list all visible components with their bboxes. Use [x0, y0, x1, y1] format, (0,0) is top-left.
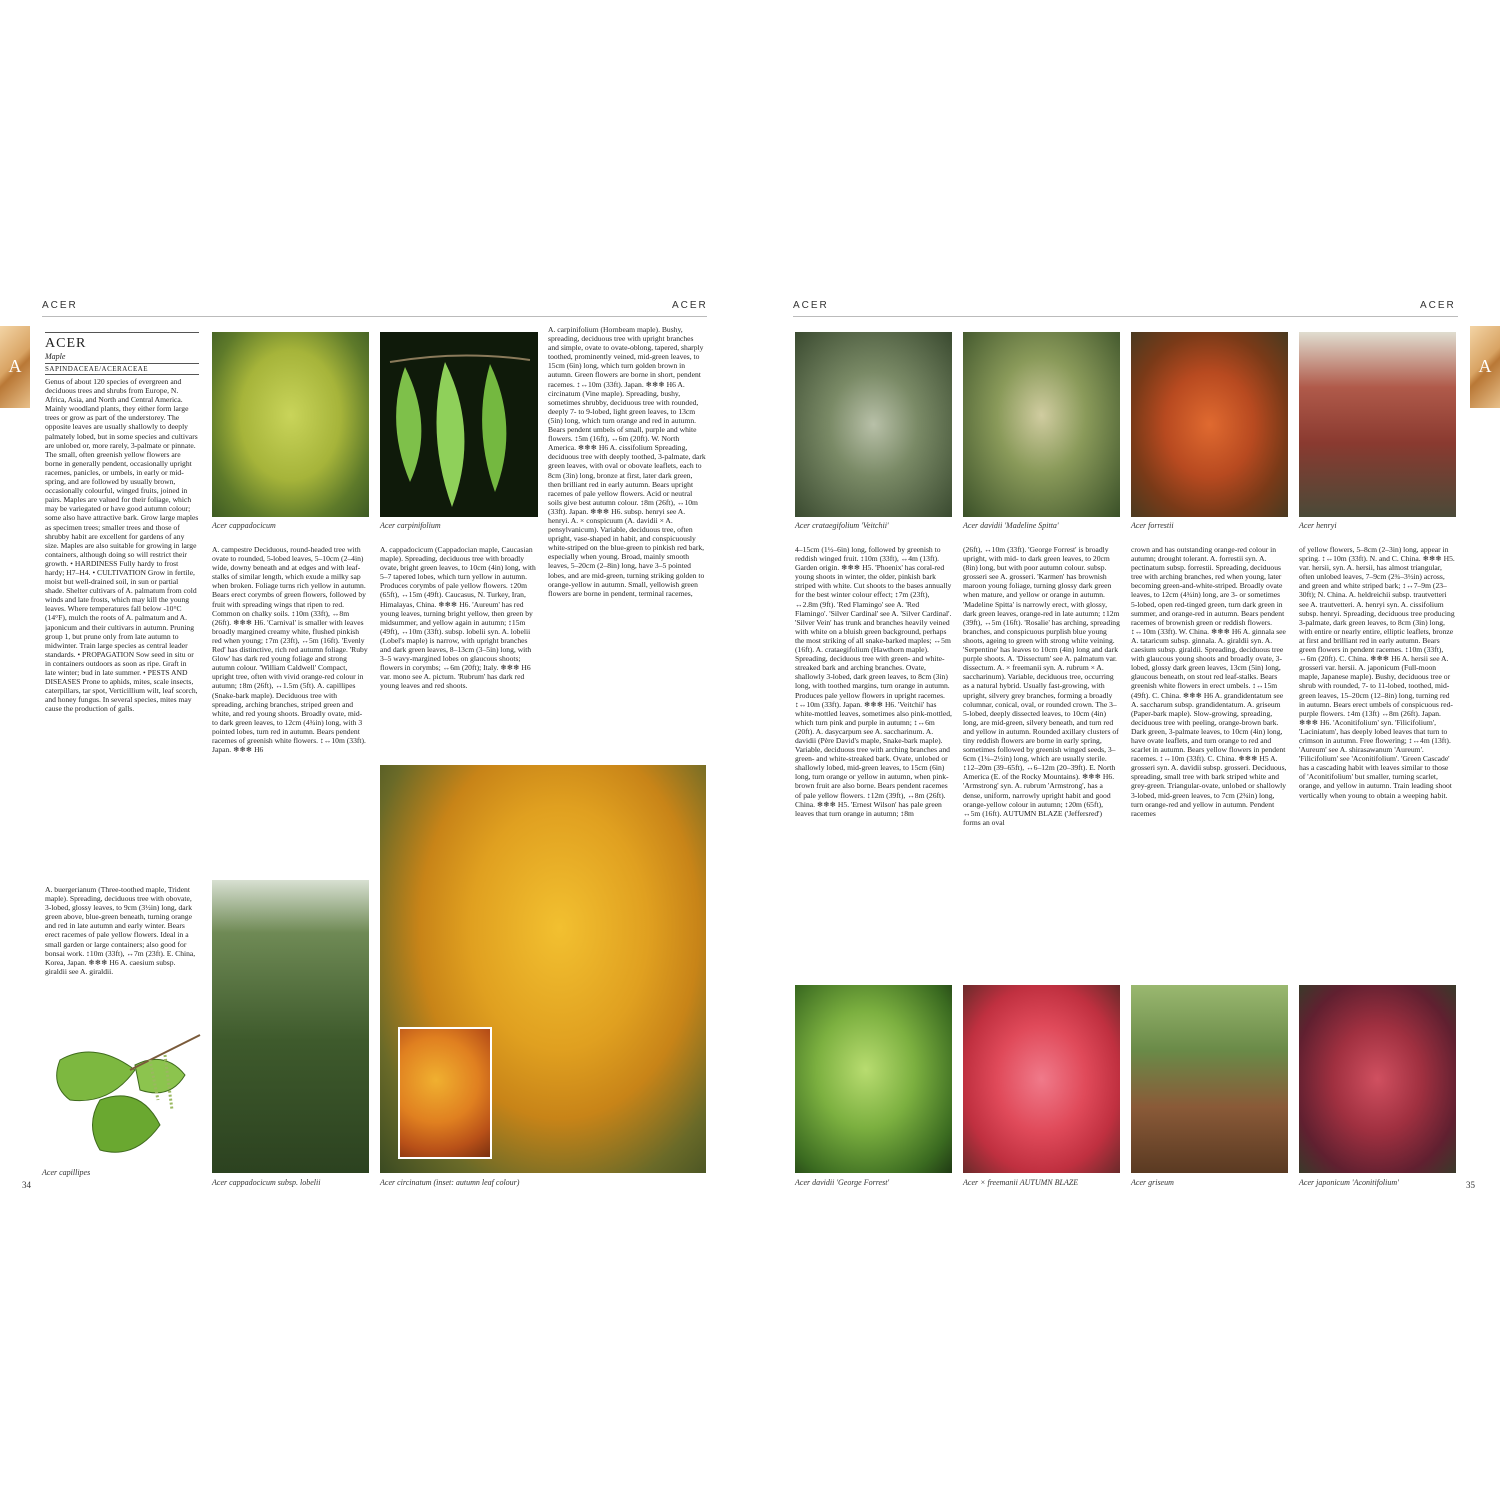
caption-forrestii: Acer forrestii: [1131, 521, 1174, 530]
genus-common-name: Maple: [45, 352, 66, 361]
running-head-left-right: ACER: [672, 300, 708, 311]
caption-capillipes: Acer capillipes: [42, 1168, 91, 1177]
buergerianum-entry: A. buergerianum (Three-toothed maple, Trident maple). Spreading, deciduous tree with obovate, 3-lobed, glossy leaves, to 9cm (3½in) long, dark green above, blue-green beneath, turning orange and red in late autumn and early winter. Bears erect racemes of pale yellow flowers. Ideal in a small garden or large containers; also good for bonsai work. ↕10m (33ft), ↔7m (23ft). E. China, Korea, Japan. ❄❄❄ H6 A. caesium subsp. giraldii see A. giraldii.: [45, 885, 196, 976]
page-number-34: 34: [22, 1180, 31, 1190]
running-head-left: ACER: [42, 300, 78, 311]
text-column-r4: [1299, 545, 1456, 970]
caption-carpinifolium: Acer carpinifolium: [380, 521, 441, 530]
text-column-r3: [1131, 545, 1288, 970]
conspicuum-crataegifolium-davidii-entries: 4–15cm (1½–6in) long, followed by greenish to reddish winged fruit. ↕10m (33ft), ↔4m (13ft). Garden origin. ❄❄❄ H5. 'Phoenix' has coral-red young shoots in winter, the older, pinkish bark striped with white. Cut shoots to the bases annually for the best winter colour effect; ↕7m (23ft), ↔2.8m (9ft). 'Red Flamingo' see A. 'Red Flamingo'. 'Silver Cardinal' see A. 'Silver Cardinal'. 'Silver Vein' has trunk and branches heavily veined with white on a bluish green background, perhaps the most striking of all snake-barked maples; ↔5m (16ft). A. crataegifolium (Hawthorn maple). Spreading, deciduous tree with green- and white-streaked bark and arching branches. Ovate, shallowly 3-lobed, dark green leaves, to 8cm (3in) long, with toothed margins, turn orange in autumn. Produces pale yellow flowers in upright racemes. ↕↔10m (33ft). Japan. ❄❄❄ H6. 'Veitchii' has white-mottled leaves, sometimes also pink-mottled, which turn pink and purple in autumn; ↕↔6m (20ft). A. dasycarpum see A. saccharinum. A. davidii (Père David's maple, Snake-bark maple). Variable, deciduous tree with arching branches and green- and white-streaked bark. Ovate, unlobed or shallowly lobed, mid-green leaves, to 15cm (6in) long, turn orange or yellow in autumn, when pink-brown fruit are also borne. Bears pendent racemes of pale yellow flowers. ↕12m (39ft), ↔8m (26ft). China. ❄❄❄ H5. 'Ernest Wilson' has pale green leaves that turn orange in autumn; ↕8m: [795, 545, 952, 818]
photo-acer-cappadocicum-lobelii: [212, 880, 369, 1173]
genus-description: Genus of about 120 species of evergreen and deciduous trees and shrubs from Europe, N. Africa, Asia, and North and Central America. Mainly woodland plants, they either form large trees or grow as part of the understorey. The opposite leaves are usually shallowly to deeply palmately lobed, but in some species and cultivars are unlobed or, more rarely, 3-palmate or pinnate. The small, often greenish yellow flowers are borne in generally pendent, occasionally upright racemes, panicles, or umbels, in early or mid-spring, and are followed by usually brown, occasionally colourful, winged fruits, joined in pairs. Maples are valued for their foliage, which may be variegated or have good autumn colour; some also have attractive bark. Grow large maples as specimen trees; smaller trees and those of shrubby habit are excellent for gardens of any size. Maples are also suitable for growing in large containers, although doing so will restrict their growth. • HARDINESS Fully hardy to frost hardy; H7–H4. • CULTIVATION Grow in fertile, moist but well-drained soil, in sun or partial shade. Shelter cultivars of A. palmatum from cold winds and late frosts, which may kill the young leaves. Where temperatures fall below -10°C (14°F), mulch the roots of A. palmatum and A. japonicum and their cultivars in autumn. Pruning group 1, but prune only from late autumn to midwinter. Train large species as central leader standards. • PROPAGATION Sow seed in situ or in containers outdoors as soon as ripe. Graft in late winter; bud in late summer. • PESTS AND DISEASES Prone to aphids, mites, scale insects, caterpillars, tar spot, Verticillium wilt, leaf scorch, and honey fungus. In several species, mites may cause the production of galls.: [45, 377, 199, 714]
caption-cappadocicum: Acer cappadocicum: [212, 521, 276, 530]
running-head-right-left: ACER: [793, 300, 829, 311]
photo-acer-griseum: [1131, 985, 1288, 1173]
photo-acer-freemanii-autumn-blaze: [963, 985, 1120, 1173]
text-column-1b: [45, 885, 199, 1025]
caption-lobelii: Acer cappadocicum subsp. lobelii: [212, 1178, 321, 1187]
forrestii-griseum-entries: crown and has outstanding orange-red colour in autumn; drought tolerant. A. forrestii syn. A. pectinatum subsp. forrestii. Spreading, deciduous tree with arching branches, red when young, later becoming green-and-white-striped. Broadly ovate leaves, to 12cm (4¾in) long, are 3- or sometimes 5-lobed, open red-tinged green, turn dark green in summer, and orange-red in autumn. Bears pendent racemes of brownish green or reddish flowers. ↕↔10m (33ft). W. China. ❄❄❄ H6 A. ginnala see A. tataricum subsp. ginnala. A. giraldii syn. A. caesium subsp. giraldii. Spreading, deciduous tree with glaucous young shoots and broadly ovate, 3-lobed, glossy dark green leaves, 13cm (5in) long, glaucous beneath, on stout red leaf-stalks. Bears greenish white flowers in erect umbels. ↕↔15m (49ft). C. China. ❄❄❄ H6 A. grandidentatum see A. saccharum subsp. grandidentatum. A. griseum (Paper-bark maple). Slow-growing, spreading, deciduous tree with peeling, orange-brown bark. Dark green, 3-palmate leaves, to 10cm (4in) long, have ovate leaflets, and turn orange to red and scarlet in autumn. Bears yellow flowers in pendent racemes. ↕↔10m (33ft). C. China. ❄❄❄ H5 A. grosseri syn. A. davidii subsp. grosseri. Deciduous, spreading, small tree with bark striped white and grey-green. Triangular-ovate, unlobed or shallowly 3-lobed, mid-green leaves, to 7cm (2¾in) long, turn orange-red and yellow in autumn. Pendent racemes: [1131, 545, 1287, 818]
text-column-r2: [963, 545, 1120, 970]
cappadocicum-entry: A. cappadocicum (Cappadocian maple, Caucasian maple). Spreading, deciduous tree with broadly ovate, bright green leaves, to 10cm (4in) long, with 5–7 tapered lobes, which turn yellow in autumn. Produces corymbs of pale yellow flowers. ↕20m (65ft), ↔15m (49ft). Caucasus, N. Turkey, Iran, Himalayas, China. ❄❄❄ H6. 'Aureum' has red young leaves, turning bright yellow, then green by midsummer, and yellow again in autumn; ↕15m (49ft), ↔10m (33ft). subsp. lobelii syn. A. lobelii (Lobel's maple) is narrow, with upright branches and dark green leaves, 8–13cm (3–5in) long, with 3–5 wavy-margined lobes on glaucous shoots; flowers in corymbs; ↔6m (20ft); Italy. ❄❄❄ H6 var. mono see A. pictum. 'Rubrum' has dark red young leaves and red shoots.: [380, 545, 536, 691]
text-column-4: [548, 325, 706, 753]
photo-acer-forrestii: [1131, 332, 1288, 517]
caption-aconitifolium: Acer japonicum 'Aconitifolium': [1299, 1178, 1399, 1187]
text-column-1: [45, 377, 199, 849]
top-rule-left: [42, 316, 707, 317]
photo-acer-henryi: [1299, 332, 1456, 517]
page-number-35: 35: [1466, 1180, 1475, 1190]
caption-circinatum: Acer circinatum (inset: autumn leaf colour): [380, 1178, 520, 1187]
genus-heading: [45, 332, 199, 375]
capillipes-leaf-illustration: [40, 1030, 208, 1170]
photo-acer-davidii-george-forrest: [795, 985, 952, 1173]
photo-acer-carpinifolium: [380, 332, 538, 517]
photo-acer-cappadocicum: [212, 332, 369, 517]
top-rule-right: [793, 316, 1458, 317]
genus-family: SAPINDACEAE/ACERACEAE: [45, 363, 199, 375]
caption-griseum: Acer griseum: [1131, 1178, 1174, 1187]
photo-acer-davidii-madeline-spitta: [963, 332, 1120, 517]
photo-acer-circinatum: [380, 765, 706, 1173]
letter-tab-right: [1470, 326, 1500, 408]
running-head-right: ACER: [1420, 300, 1456, 311]
caption-henryi: Acer henryi: [1299, 521, 1337, 530]
caption-madeline: Acer davidii 'Madeline Spitta': [963, 521, 1059, 530]
photo-acer-crataegifolium-veitchii: [795, 332, 952, 517]
tab-letter-right: A: [1478, 356, 1492, 376]
letter-tab-left: [0, 326, 30, 408]
text-column-2: [212, 545, 369, 870]
inset-autumn-leaf-colour: [398, 1027, 492, 1159]
caption-george-forrest: Acer davidii 'George Forrest': [795, 1178, 890, 1187]
text-column-r1: [795, 545, 952, 970]
text-column-3: [380, 545, 538, 755]
caption-veitchii: Acer crataegifolium 'Veitchii': [795, 521, 889, 530]
campestre-capillipes-entries: A. campestre Deciduous, round-headed tree with ovate to rounded, 5-lobed leaves, 5–10cm (2–4in) wide, downy beneath and at edges and with leaf-stalks of similar length, which exude a milky sap when broken. Foliage turns rich yellow in autumn. Bears erect corymbs of green flowers, followed by fruit with spreading wings that ripen to red. Common on chalky soils. ↕10m (33ft), ↔8m (26ft). ❄❄❄ H6. 'Carnival' is smaller with leaves broadly margined creamy white, flushed pinkish red when young; ↕7m (23ft), ↔5m (16ft). 'Evenly Red' has distinctive, rich red autumn foliage. 'Ruby Glow' has dark red young foliage and strong autumn colour. 'William Caldwell' Compact, upright tree, often with vivid orange-red colour in autumn; ↕8m (26ft), ↔1.5m (5ft). A. capillipes (Snake-bark maple). Deciduous tree with spreading, arching branches, striped green and white, and red young shoots. Broadly ovate, mid- to dark green leaves, to 12cm (4¾in) long, with 3 pointed lobes, turn red in autumn. Bears pendent racemes of greenish white flowers. ↕↔10m (33ft). Japan. ❄❄❄ H6: [212, 545, 368, 755]
photo-acer-japonicum-aconitifolium: [1299, 985, 1456, 1173]
grosseri-japonicum-entries: of yellow flowers, 5–8cm (2–3in) long, appear in spring. ↕↔10m (33ft). N. and C. China. ❄❄❄ H5. var. hersii, syn. A. hersii, has almost triangular, often unlobed leaves, 7–9cm (2¾–3½in) across, and green and white striped bark; ↕↔7–9m (23–30ft); N. China. A. heldreichii subsp. trautvetteri see A. trautvetteri. A. henryi syn. A. cissifolium subsp. henryi. Spreading, deciduous tree producing 3-palmate, dark green leaves, to 8cm (3in) long, with entire or nearly entire, elliptic leaflets, bronze at first and brilliant red in early autumn. Bears green flowers in pendent racemes. ↕10m (33ft), ↔6m (20ft). C. China. ❄❄❄ H6 A. hersii see A. grosseri var. hersii. A. japonicum (Full-moon maple, Japanese maple). Bushy, deciduous tree or shrub with rounded, 7- to 11-lobed, toothed, mid-green leaves, 15–20cm (12–8in) long, turning red in autumn. Bears erect umbels of conspicuous red-purple flowers. ↕4m (13ft) ↔8m (26ft). Japan. ❄❄❄ H6. 'Aconitifolium' syn. 'Filicifolium', 'Laciniatum', has deeply lobed leaves that turn to crimson in autumn. Free flowering; ↕↔4m (13ft). 'Aureum' see A. shirasawanum 'Aureum'. 'Filicifolium' see 'Aconitifolium'. 'Green Cascade' has a cascading habit with leaves similar to those of 'Aconitifolium' but smaller, turning scarlet, orange, and yellow in autumn. Train leading shoot vertically when young to obtain a weeping habit.: [1299, 545, 1455, 800]
carpinifolium-circinatum-entries: A. carpinifolium (Hornbeam maple). Bushy, spreading, deciduous tree with upright branches and simple, ovate to ovate-oblong, tapered, sharply toothed, prominently veined, mid-green leaves, to 15cm (6in) long, which turn golden brown in autumn. Green flowers are borne in short, pendent racemes. ↕↔10m (33ft). Japan. ❄❄❄ H6 A. circinatum (Vine maple). Spreading, bushy, sometimes shrubby, deciduous tree with rounded, deeply 7- to 9-lobed, light green leaves, to 13cm (5in) long, which turn orange and red in autumn. Bears pendent umbels of small, purple and white flowers. ↕5m (16ft), ↔6m (20ft). W. North America. ❄❄❄ H6 A. cissifolium Spreading, deciduous tree with deeply toothed, 3-palmate, dark green leaves, with oval or obovate leaflets, each to 8cm (3in) long, bronze at first, later dark green, then brilliant red in early autumn. Bears upright racemes of pale yellow flowers. Acid or neutral soils give best autumn colour. ↕8m (26ft), ↔10m (33ft). Japan. ❄❄❄ H6. subsp. henryi see A. henryi. A. × conspicuum (A. davidii × A. pensylvanicum). Variable, deciduous tree, often upright, vase-shaped in habit, and conspicuously white-striped on the blue-green to pinkish red bark, especially when young. Broad, mainly smooth leaves, 5–20cm (2–8in) long, have 3–5 pointed lobes, and are mid-green, turning striking golden to orange-yellow in autumn. Small, yellowish green flowers are borne in pendent, terminal racemes,: [548, 325, 706, 598]
tab-letter: A: [8, 356, 22, 376]
davidii-freemanii-entries: (26ft), ↔10m (33ft). 'George Forrest' is broadly upright, with mid- to dark green leaves, to 20cm (8in) long, but with poor autumn colour. subsp. grosseri see A. grosseri. 'Karmen' has brownish maroon young foliage, turning glossy dark green when mature, and yellow or orange in autumn. 'Madeline Spitta' is narrowly erect, with glossy, dark green leaves, orange-red in late autumn; ↕12m (39ft), ↔5m (16ft). 'Rosalie' has arching, spreading branches, and conspicuous purplish blue young shoots, ageing to green with strong white veining. 'Serpentine' has leaves to 10cm (4in) long and dark purple shoots. A. 'Dissectum' see A. palmatum var. dissectum. A. × freemanii syn. A. rubrum × A. saccharinum). Variable, deciduous tree, occurring as a natural hybrid. Usually fast-growing, with upright, silvery grey branches, forming a broadly columnar, conical, oval, or rounded crown. The 3–5-lobed, deeply dissected leaves, to 10cm (4in) long, are mid-green, silvery beneath, and turn red and yellow in autumn. Rounded axillary clusters of tiny reddish flowers are borne in early spring, sometimes followed by greenish winged seeds, 3–6cm (1¼–2½in) long, which are usually sterile. ↕12–20m (39–65ft), ↔6–12m (20–39ft). E. North America (E. of the Rocky Mountains). ❄❄❄ H6. 'Armstrong' syn. A. rubrum 'Armstrong', has a dense, uniform, narrowly upright habit and good orange-yellow colour in autumn; ↕20m (65ft), ↔5m (16ft). AUTUMN BLAZE ('Jeffersred') forms an oval: [963, 545, 1120, 827]
genus-title: ACER: [45, 336, 87, 351]
caption-freemanii: Acer × freemanii AUTUMN BLAZE: [963, 1178, 1079, 1187]
